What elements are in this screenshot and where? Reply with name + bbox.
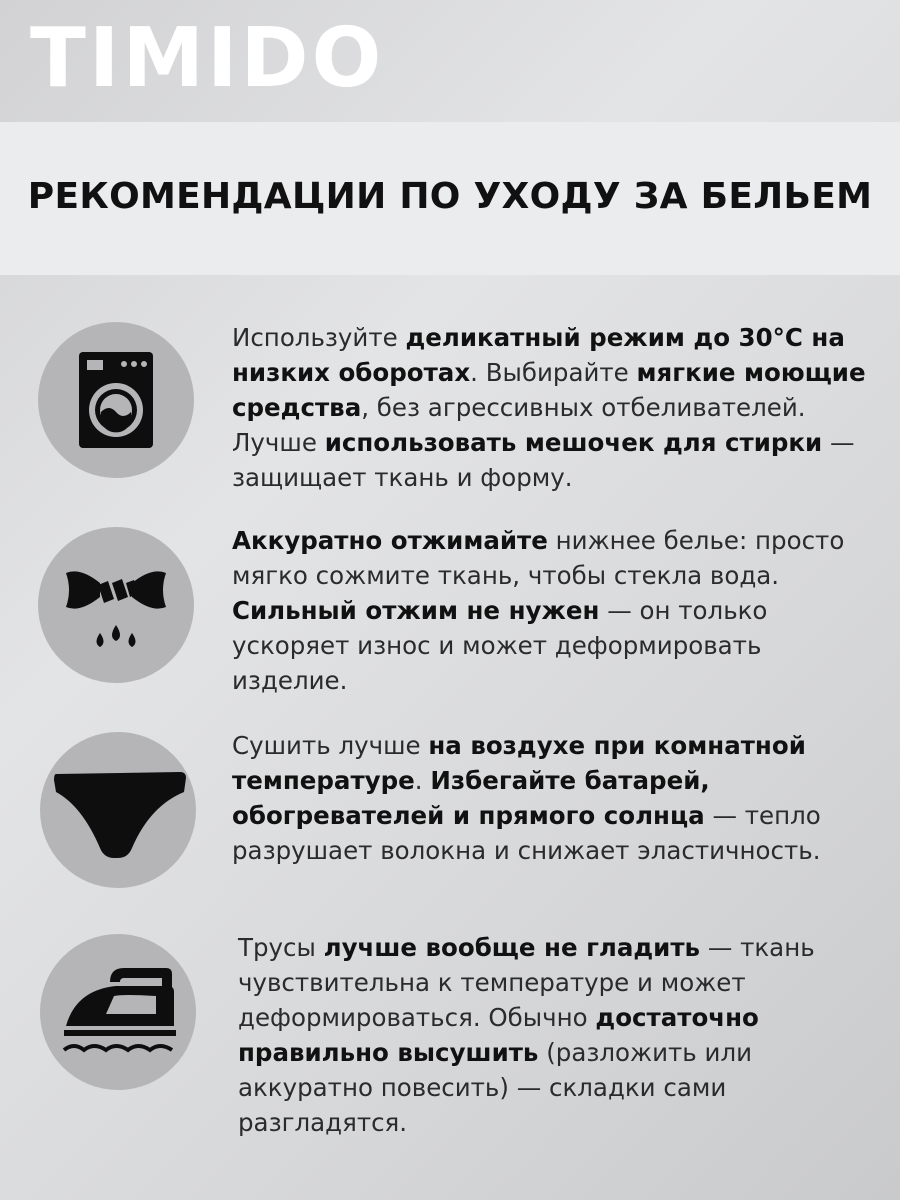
iron-steam-icon (40, 934, 196, 1090)
brand-logo: TIMIDO (30, 11, 385, 106)
washing-machine-icon (38, 322, 194, 478)
care-text-wringing: Аккуратно отжимайте нижнее белье: просто мягко сожмите ткань, чтобы стекла вода. Сильный отжим не нужен — он только ускоряет износ и может деформировать изделие. (232, 526, 845, 695)
underwear-icon (40, 732, 196, 888)
wring-drops-icon (38, 527, 194, 683)
page-title: РЕКОМЕНДАЦИИ ПО УХОДУ ЗА БЕЛЬЕМ (27, 176, 873, 217)
care-text-drying: Сушить лучше на воздухе при комнатной температуре. Избегайте батарей, обогревателей и прямого солнца — тепло разрушает волокна и снижает эластичность. (232, 731, 821, 865)
care-text-ironing: Трусы лучше вообще не гладить — ткань чувствительна к температуре и может деформироваться. Обычно достаточно правильно высушить (разложить или аккуратно повесить) — складки сами разгладятся. (238, 933, 815, 1137)
care-text-washing: Используйте деликатный режим до 30°C на низких оборотах. Выбирайте мягкие моющие средства, без агрессивных отбеливателей. Лучше использовать мешочек для стирки — защищает ткань и форму. (232, 323, 866, 492)
